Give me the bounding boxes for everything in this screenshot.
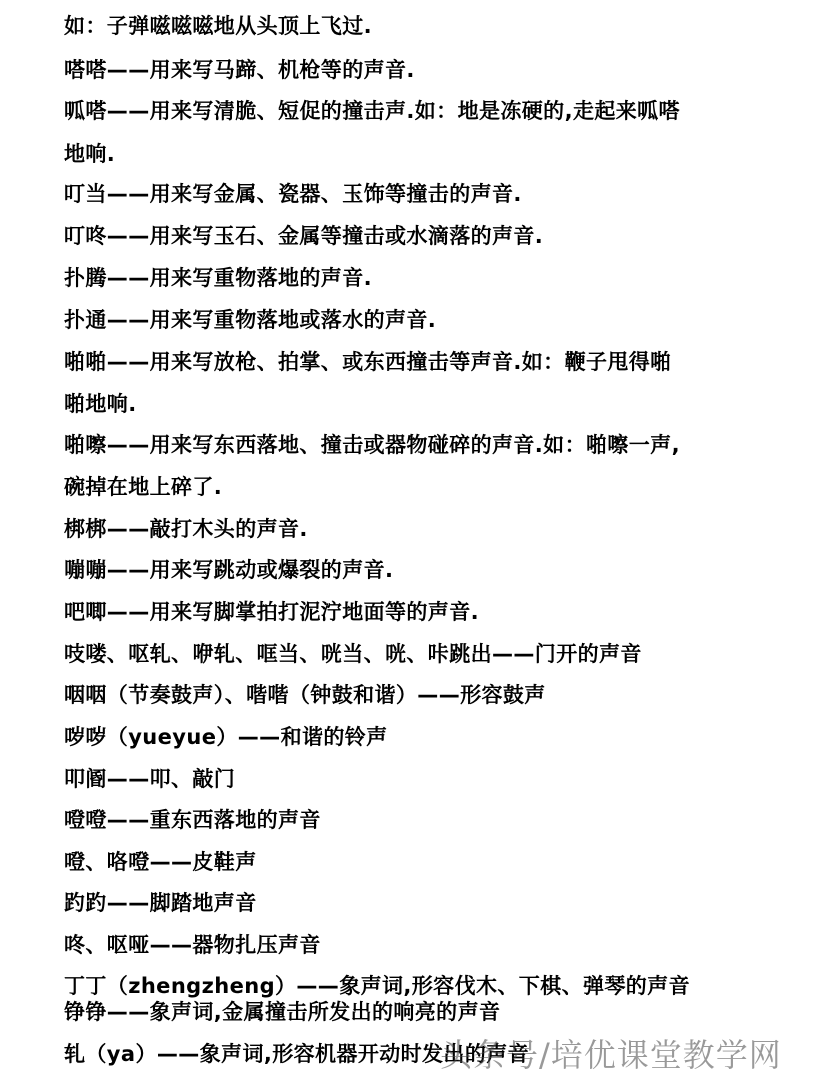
text-line-13: 梆梆——敲打木头的声音. [64, 517, 308, 541]
text-line-4: 地响. [64, 142, 116, 166]
text-line-24: 丁丁（zhengzheng）——象声词,形容伐木、下棋、弹琴的声音 [64, 974, 690, 998]
text-line-9: 啪啪——用来写放枪、拍掌、或东西撞击等声音.如：鞭子甩得啪 [64, 350, 672, 374]
text-line-7: 扑腾——用来写重物落地的声音. [64, 266, 372, 290]
text-line-10: 啪地响. [64, 392, 137, 416]
text-line-15: 吧唧——用来写脚掌拍打泥泞地面等的声音. [64, 600, 479, 624]
text-line-3: 呱嗒——用来写清脆、短促的撞击声.如：地是冻硬的,走起来呱嗒 [64, 99, 680, 123]
text-line-14: 嘣嘣——用来写跳动或爆裂的声音. [64, 558, 394, 582]
text-line-2: 嗒嗒——用来写马蹄、机枪等的声音. [64, 58, 415, 82]
text-line-16: 吱喽、呕轧、咿轧、哐当、咣当、咣、咔跳出——门开的声音 [64, 642, 642, 666]
text-line-12: 碗掉在地上碎了. [64, 475, 223, 499]
text-line-25: 铮铮——象声词,金属撞击所发出的响亮的声音 [64, 1000, 501, 1024]
text-line-23: 咚、呕哑——器物扎压声音 [64, 933, 321, 957]
watermark-text: 头条号/培优课堂教学网 [440, 1036, 782, 1074]
text-line-8: 扑通——用来写重物落地或落水的声音. [64, 308, 437, 332]
text-line-19: 叩阍——叩、敲门 [64, 767, 236, 791]
text-line-6: 叮咚——用来写玉石、金属等撞击或水滴落的声音. [64, 224, 544, 248]
text-line-11: 啪嚓——用来写东西落地、撞击或器物碰碎的声音.如：啪嚓一声, [64, 433, 680, 457]
text-line-20: 噔噔——重东西落地的声音 [64, 808, 321, 832]
text-line-26: 轧（ya）——象声词,形容机器开动时发出的声音 [64, 1042, 530, 1066]
text-line-5: 叮当——用来写金属、瓷器、玉饰等撞击的声音. [64, 182, 522, 206]
text-line-17: 咽咽（节奏鼓声）、喈喈（钟鼓和谐）——形容鼓声 [64, 683, 546, 707]
text-line-21: 噔、咯噔——皮鞋声 [64, 850, 257, 874]
text-line-22: 趵趵——脚踏地声音 [64, 891, 257, 915]
text-line-1: 如：子弹嗞嗞嗞地从头顶上飞过. [64, 14, 372, 38]
text-line-18: 哕哕（yueyue）——和谐的铃声 [64, 725, 388, 749]
